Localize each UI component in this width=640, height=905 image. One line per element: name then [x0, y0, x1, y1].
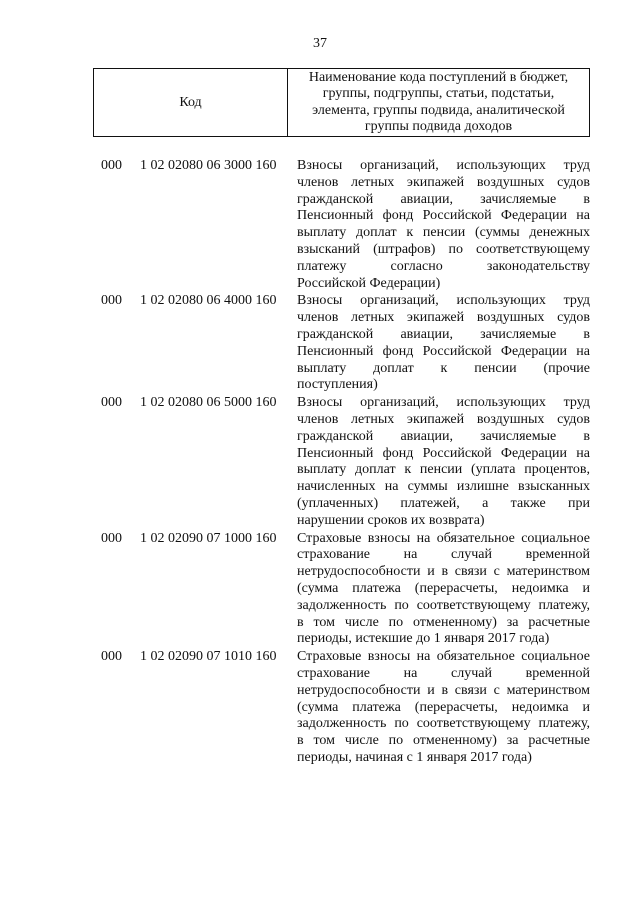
description-line: выплату доплат к пенсии (прочие	[297, 360, 590, 376]
description-line: в том числе по отмененному) за расчетные	[297, 733, 590, 749]
header-code-label: Код	[179, 94, 202, 110]
header-code-column	[94, 69, 288, 136]
description-line: Взносы организаций, использующих труд	[297, 293, 590, 309]
description-line: гражданской авиации, зачисляемые в	[297, 191, 590, 207]
page-number: 37	[313, 36, 327, 51]
admin-code: 000	[101, 293, 122, 309]
revenue-code: 1 02 02090 07 1000 160	[140, 530, 277, 546]
description-line: выплату доплат к пенсии (уплата процентов,	[297, 462, 590, 478]
revenue-description	[297, 531, 590, 649]
description-line: Пенсионный фонд Российской Федерации на	[297, 208, 590, 224]
table-header	[93, 68, 590, 137]
revenue-code: 1 02 02080 06 3000 160	[140, 158, 277, 173]
revenue-code: 1 02 02080 06 4000 160	[140, 293, 277, 309]
description-line: гражданской авиации, зачисляемые в	[297, 428, 590, 444]
description-line: задолженность по соответствующему платежу,	[297, 716, 590, 732]
table-row	[0, 158, 640, 292]
description-line: Взносы организаций, использующих труд	[297, 395, 590, 411]
description-line: членов летных экипажей воздушных судов	[297, 411, 590, 427]
table-row	[0, 531, 640, 649]
header-name-column	[288, 69, 589, 136]
description-line: взысканий (штрафов) по соответствующему	[297, 241, 590, 257]
admin-code: 000	[101, 530, 122, 546]
header-name-label: Наименование кода поступлений в бюджет, группы, подгруппы, статьи, подстатьи, элемента, группы подвида, аналитической группы подвида доходов	[308, 69, 569, 134]
description-line: нарушении сроков их возврата)	[297, 512, 485, 528]
table-row	[0, 649, 640, 767]
description-line: периоды, истекшие до 1 января 2017 года)	[297, 631, 550, 647]
entries-list	[0, 158, 640, 768]
description-line: (уплаченных) платежей, а также при	[297, 495, 590, 511]
description-line: Взносы организаций, использующих труд	[297, 158, 590, 173]
description-line: периоды, начиная с 1 января 2017 года)	[297, 749, 532, 765]
revenue-description	[297, 395, 590, 529]
table-row	[0, 395, 640, 529]
admin-code: 000	[101, 158, 122, 173]
revenue-code: 1 02 02090 07 1010 160	[140, 649, 277, 665]
revenue-description	[297, 158, 590, 292]
description-line: Пенсионный фонд Российской Федерации на	[297, 343, 590, 359]
description-line: Страховые взносы на обязательное социальное	[297, 530, 590, 546]
revenue-code: 1 02 02080 06 5000 160	[140, 395, 277, 411]
description-line: членов летных экипажей воздушных судов	[297, 310, 590, 326]
description-line: нетрудоспособности и в связи с материнством	[297, 564, 590, 580]
revenue-description	[297, 649, 590, 767]
admin-code: 000	[101, 395, 122, 411]
revenue-description	[297, 293, 590, 394]
description-line: Российской Федерации)	[297, 275, 441, 291]
description-line: выплату доплат к пенсии (суммы денежных	[297, 225, 590, 241]
description-line: страхование на случай временной	[297, 547, 590, 563]
description-line: (сумма платежа (перерасчеты, недоимка и	[297, 580, 590, 596]
description-line: поступления)	[297, 377, 378, 393]
description-line: членов летных экипажей воздушных судов	[297, 174, 590, 190]
description-line: Пенсионный фонд Российской Федерации на	[297, 445, 590, 461]
description-line: платежу согласно законодательству	[297, 258, 590, 274]
description-line: гражданской авиации, зачисляемые в	[297, 326, 590, 342]
admin-code: 000	[101, 649, 122, 665]
description-line: страхование на случай временной	[297, 665, 590, 681]
description-line: начисленных на суммы излишне взысканных	[297, 479, 590, 495]
description-line: в том числе по отмененному) за расчетные	[297, 614, 590, 630]
description-line: Страховые взносы на обязательное социальное	[297, 649, 590, 665]
table-row	[0, 293, 640, 394]
description-line: задолженность по соответствующему платежу,	[297, 597, 590, 613]
description-line: нетрудоспособности и в связи с материнством	[297, 682, 590, 698]
description-line: (сумма платежа (перерасчеты, недоимка и	[297, 699, 590, 715]
